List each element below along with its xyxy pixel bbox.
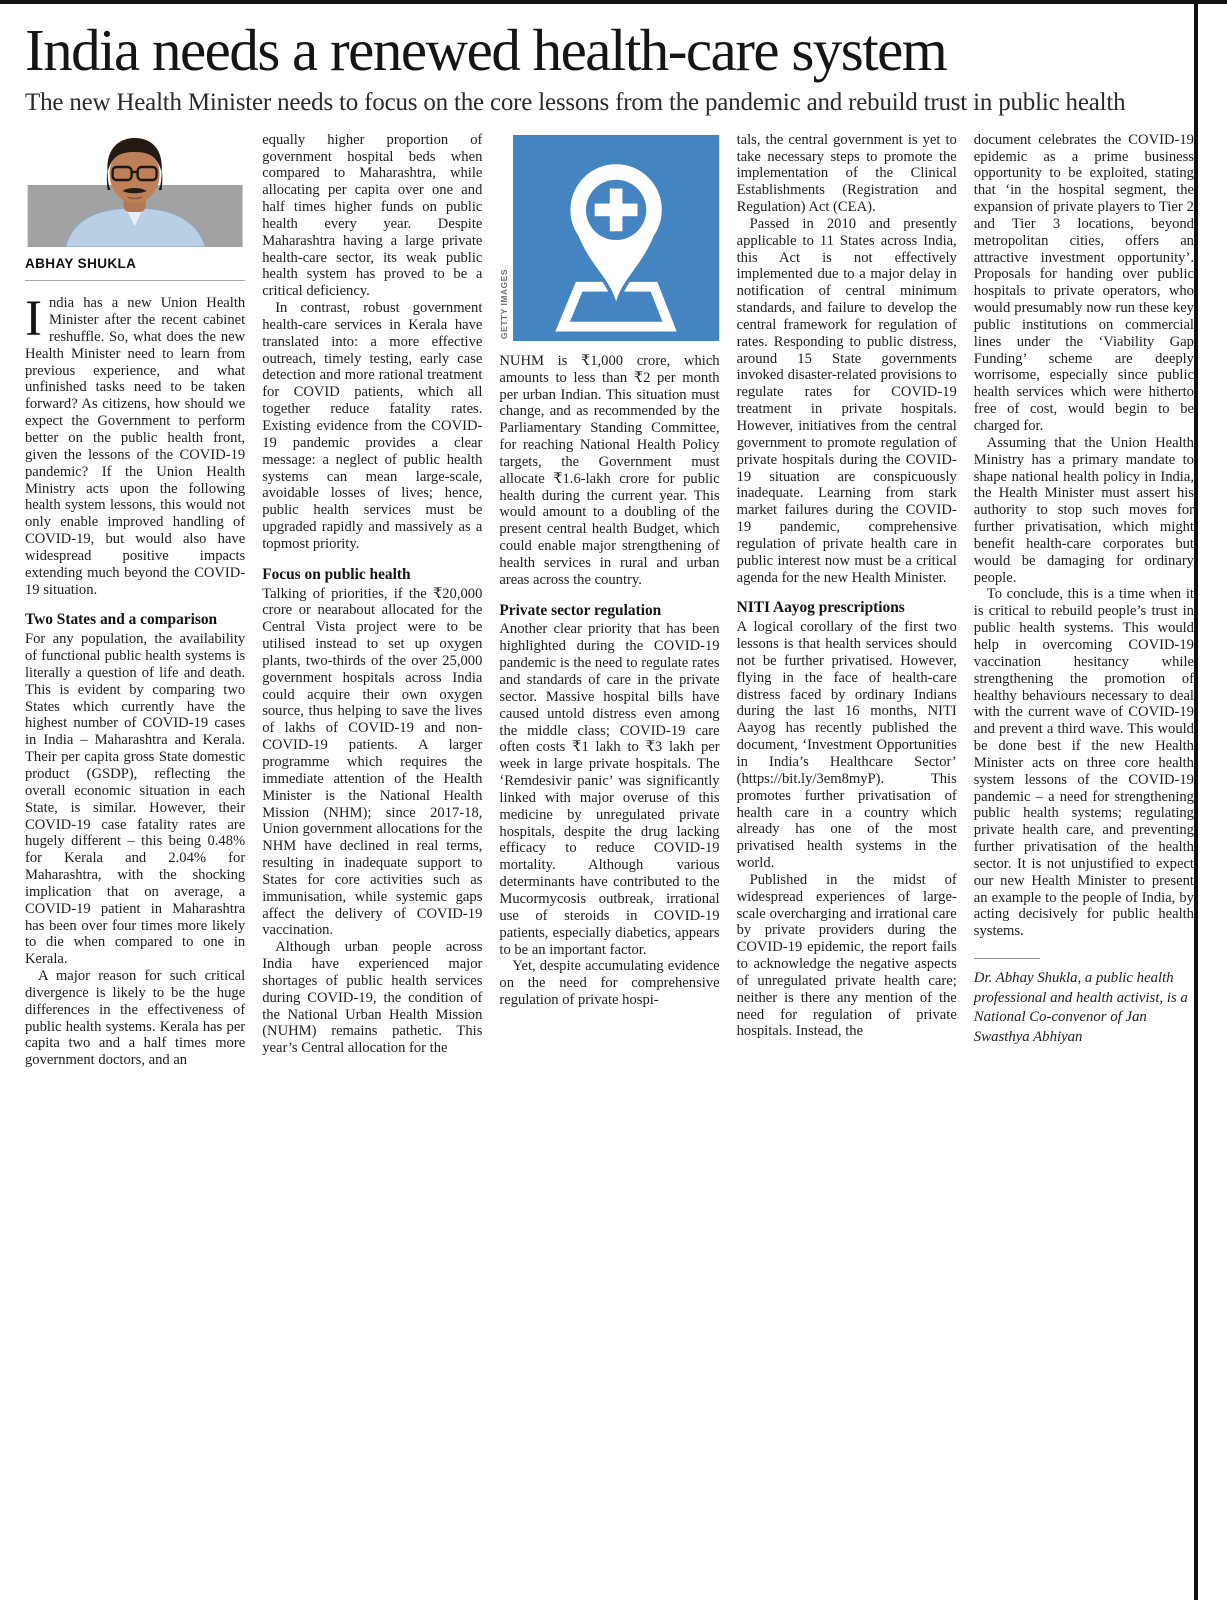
paragraph: document celebrates the COVID-19 epidemic as a prime business opportunity to be exploited, stating that ‘in the hospital segment, the expansion of private players to Tier 2 and Tier 3 locations, beyond metropolitan cities, offers an attractive investment opportunity’. Proposals for handing over public hospitals to private operators, who would presumably now run these key public institutions on commercial lines under the ‘Viability Gap Funding’ scheme are deeply worrisome, especially since public health services which were hitherto free of cost, would begin to be charged for. <box>973 131 1194 435</box>
paragraph: In contrast, robust government health-care services in Kerala have translated into: a more effective outreach, timely testing, early case detection and more rational treatment for COVID patients, which all together reduce fatality rates. Existing evidence from the COVID-19 pandemic provides a clear message: a neglect of public health systems can mean large-scale, avoidable losses of lives; hence, public health services must be upgraded rapidly and massively as a topmost priority. <box>262 300 483 552</box>
article-column-4 <box>737 132 957 1069</box>
lead-graphic <box>499 135 719 341</box>
column-4-text <box>737 132 957 1041</box>
article-subtitle: The new Health Minister needs to focus on the core lessons from the pandemic and rebuild trust in public health <box>25 89 1126 117</box>
paragraph: A logical corollary of the first two lessons is that health services should not be further privatised. However, flying in the face of health-care distress faced by ordinary Indians during the last 16 months, NITI Aayog has recently published the document, ‘Investment Opportunities in India’s Healthcare Sector’ (https://bit.ly/3em8myP). This promotes further privatisation of health care in a country which already has one of the most privatised health systems in the world. <box>736 619 957 872</box>
paragraph: Assuming that the Union Health Ministry has a primary mandate to shape national health policy in India, the Health Minister must assert his authority to stop such moves for further privatisation, which might benefit health-care corporates but would be damaging for ordinary people. <box>973 434 1194 586</box>
section-heading: Focus on public health <box>262 565 411 583</box>
paragraph: Talking of priorities, if the ₹20,000 crore or nearabout allocated for the Central Vista project were to be utilised instead to set up oxygen plants, two-thirds of the over 25,000 government hospitals across India could acquire their own oxygen source, thus helping to save the lives of lakhs of COVID-19 and non-COVID-19 patients. A larger programme which requires the immediate attention of the Health Minister is the National Health Mission (NHM); since 2017-18, Union government allocations for the NHM have declined in real terms, resulting in inadequate support to States for core activities such as immunisation, while systemic gaps affect the delivery of COVID-19 vaccination. <box>262 585 483 939</box>
column-2-text <box>262 132 482 1058</box>
article-column-1 <box>25 132 245 1069</box>
section-heading: Private sector regulation <box>499 601 662 619</box>
paragraph: A major reason for such critical divergence is likely to be the huge differences in the effectiveness of public health systems. Kerala has per capita two and a half times more government doctors, and an <box>25 968 246 1069</box>
page-title: India needs a renewed health-care system <box>25 17 947 83</box>
paragraph: Published in the midst of widespread experiences of large-scale overcharging and irrational care by private providers during the COVID-19 epidemic, the report fails to acknowledge the negative aspects of unregulated private health care; neither is there any mention of the need for regulation of private hospitals. Instead, the <box>736 871 957 1040</box>
right-border-rule <box>1194 0 1198 1600</box>
column-1-text <box>25 291 246 1069</box>
paragraph: Yet, despite accumulating evidence on the need for comprehensive regulation of private hospi- <box>499 958 720 1009</box>
drop-cap: I <box>25 291 42 348</box>
paragraph: For any population, the availability of functional public health systems is literally a question of life and death. This is evident by comparing two States which currently have the highest number of COVID-19 cases in India – Maharashtra and Kerala. Their per capita gross State domestic product (GSDP), reflecting the overall economic situation in each State, is similar. However, their COVID-19 case fatality rates are hugely different – this being 0.48% for Kerala and 2.04% for Maharashtra, with the shocking implication that on average, a COVID-19 patient in Maharashtra has been over four times more likely to die when compared to one in Kerala. <box>25 631 246 968</box>
image-credit: GETTY IMAGES <box>499 268 510 339</box>
article-column-3 <box>499 132 719 1069</box>
paragraph: Passed in 2010 and presently applicable to 11 States across India, this Act is not effectively implemented due to a major delay in notification of central minimum standards, and failure to develop the central framework for regulation of rates. Responding to public distress, around 15 State governments invoked disaster-related provisions to regulate rates for COVID-19 treatment in private hospitals. However, initiatives from the central government to promote regulation of private hospitals during the COVID-19 situation are conspicuously inadequate. Learning from stark market failures during the COVID-19 pandemic, comprehensive regulation of private health care in public interest now must be a critical agenda for the new Health Minister. <box>736 215 957 586</box>
paragraph: NUHM is ₹1,000 crore, which amounts to less than ₹2 per month per urban Indian. This situation must change, and as recommended by the Parliamentary Standing Committee, for reaching National Health Policy targets, the Government must allocate ₹1.6-lakh crore for public health during the current year. This would amount to a doubling of the present central health Budget, which could enable major strengthening of health services in rural and urban areas across the country. <box>499 352 720 588</box>
column-5-text <box>974 132 1194 1048</box>
author-photo <box>25 134 245 247</box>
paragraph: equally higher proportion of government hospital beds when compared to Maharashtra, while allocating per capita over one and half times higher funds on public health every year. Despite Maharashtra having a large private health-care sector, its weak public health system has proved to be a critical deficiency. <box>262 131 483 300</box>
article-body <box>0 117 1227 1069</box>
byline-divider <box>25 280 245 281</box>
author-byline: ABHAY SHUKLA <box>25 255 137 271</box>
column-3-text <box>499 353 719 1009</box>
bio-divider <box>974 958 1040 959</box>
section-heading: Two States and a comparison <box>25 611 218 629</box>
health-location-pin-icon <box>513 135 719 341</box>
article-column-5 <box>974 132 1194 1069</box>
article-column-2 <box>262 132 482 1069</box>
article-header <box>0 0 1227 117</box>
paragraph: To conclude, this is a time when it is critical to rebuild people’s trust in public health systems. This would help in overcoming COVID-19 vaccination hesitancy while strengthening the promotion of healthy behaviours necessary to deal with the current wave of COVID-19 and prevent a third wave. This would be done best if the new Health Minister acts on three core health system lessons of the COVID-19 pandemic – a need for strengthening public health systems; regulating private health care, and preventing further privatisation of the health sector. It is not unjustified to expect our new Health Minister to present an example to the people of India, by acting decisively for public health systems. <box>973 586 1194 940</box>
paragraph: Although urban people across India have experienced major shortages of public health services during COVID-19, the condition of the National Urban Health Mission (NUHM) remains pathetic. This year’s Central allocation for the <box>262 939 483 1057</box>
section-heading: NITI Aayog prescriptions <box>736 599 905 617</box>
author-portrait-illustration <box>25 134 245 247</box>
top-border-rule <box>0 0 1227 4</box>
lead-paragraph: India has a new Union Health Minister after the recent cabinet reshuffle. So, what does the new Health Minister need to learn from previous experience, and what unfinished tasks need to be taken forward? As citizens, how should we expect the Government to perform better on the public health front, given the lessons of the COVID-19 pandemic? If the Union Health Ministry acts upon the following health system lessons, this would not only enable improved handling of COVID-19, but would also have widespread positive impacts extending much beyond the COVID-19 situation. <box>25 291 246 598</box>
paragraph: Another clear priority that has been highlighted during the COVID-19 pandemic is the need to regulate rates and standards of care in the private sector. Massive hospital bills have caused untold distress even among the middle class; COVID-19 care often costs ₹1 lakh to ₹3 lakh per week in large private hospitals. The ‘Remdesivir panic’ was significantly linked with major overuse of this medicine by unregulated private hospitals, despite the drug lacking efficacy to reduce COVID-19 mortality. Although various determinants have contributed to the Mucormycosis outbreak, irrational use of steroids in COVID-19 patients, especially diabetics, appears to be an important factor. <box>499 621 720 958</box>
paragraph: tals, the central government is yet to take necessary steps to promote the implementation of the Clinical Establishments (Registration and Regulation) Act (CEA). <box>736 131 957 216</box>
author-bio: Dr. Abhay Shukla, a public health professional and health activist, is a National Co-convenor of Jan Swasthya Abhiyan <box>973 970 1188 1045</box>
